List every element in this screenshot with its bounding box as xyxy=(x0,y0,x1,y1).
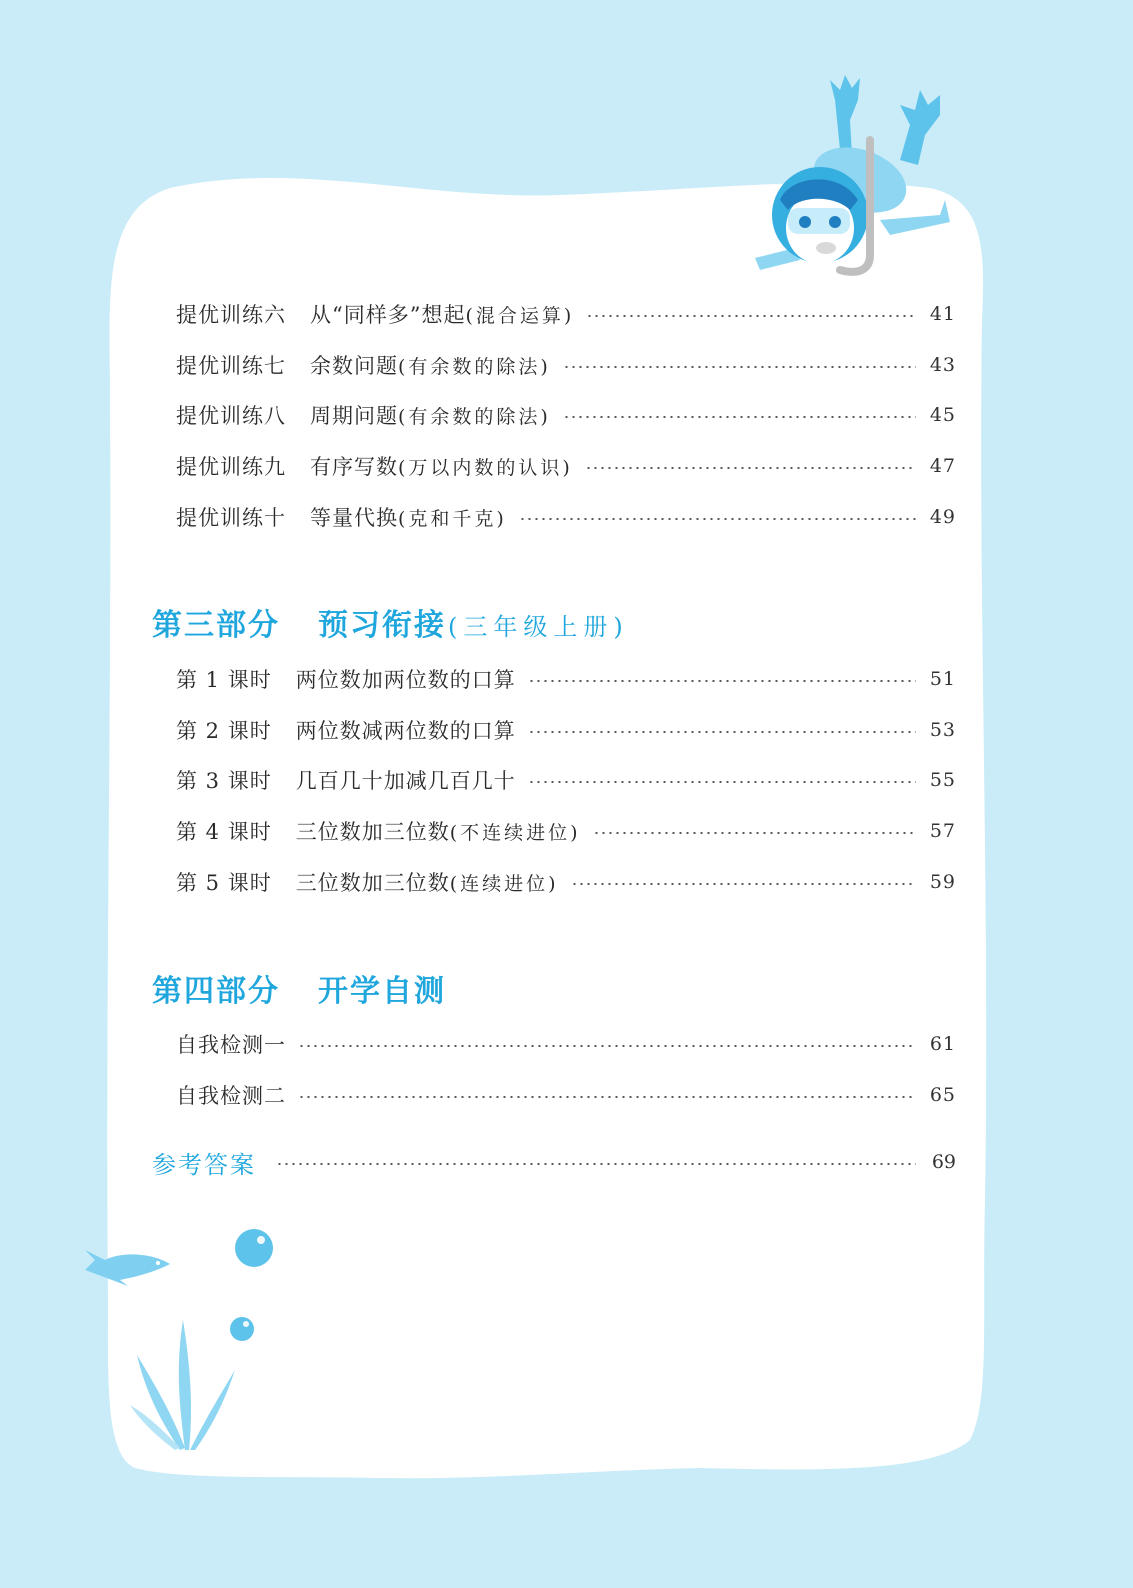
entry-label: 自我检测二 xyxy=(176,1084,286,1108)
answers-label: 参考答案 xyxy=(152,1150,256,1179)
entry-page-number: 59 xyxy=(929,871,956,893)
part4-heading xyxy=(152,966,446,1010)
entry-title: 余数问题 xyxy=(310,354,398,378)
entry-title: 有序写数 xyxy=(310,455,398,479)
entry-label: 自我检测一 xyxy=(176,1033,286,1057)
entry-title: 几百几十加减几百几十 xyxy=(295,769,516,793)
entry-subtitle: (有余数的除法) xyxy=(398,405,551,428)
leader-dots xyxy=(519,518,916,520)
part4-number: 第四部分 xyxy=(152,974,280,1009)
entry-subtitle: (有余数的除法) xyxy=(398,355,551,378)
toc-entry[interactable] xyxy=(176,296,956,332)
entry-page-number: 41 xyxy=(929,303,956,325)
bubble-icon xyxy=(232,1226,276,1270)
entry-label: 第 3 课时 xyxy=(176,769,272,793)
entry-subtitle: (克和千克) xyxy=(398,507,507,530)
leader-dots xyxy=(298,1045,916,1047)
entry-title: 两位数加两位数的口算 xyxy=(295,668,516,692)
leader-dots xyxy=(276,1163,916,1165)
toc-entry[interactable] xyxy=(176,1026,956,1062)
entry-title: 三位数加三位数 xyxy=(295,871,450,895)
leader-dots xyxy=(586,315,916,317)
entry-page-number: 43 xyxy=(929,354,956,376)
entry-label: 提优训练六 xyxy=(176,303,286,327)
entry-label: 提优训练七 xyxy=(176,354,286,378)
entry-subtitle: (不连续进位) xyxy=(449,821,581,844)
seaweed-icon xyxy=(125,1310,245,1455)
toc-entry[interactable] xyxy=(176,712,956,748)
entry-label: 第 1 课时 xyxy=(176,668,272,692)
entry-title: 等量代换 xyxy=(310,506,398,530)
entry-page-number: 57 xyxy=(929,820,956,842)
toc-entry[interactable] xyxy=(176,499,956,535)
toc-entry[interactable] xyxy=(176,1077,956,1113)
toc-entry[interactable] xyxy=(176,448,956,484)
toc-entry[interactable] xyxy=(176,397,956,433)
toc-entry[interactable] xyxy=(176,762,956,798)
part3-heading xyxy=(152,600,629,644)
entry-page-number: 61 xyxy=(929,1033,956,1055)
entry-title: 三位数加三位数 xyxy=(295,820,450,844)
toc-entry[interactable] xyxy=(176,661,956,697)
toc-entry[interactable] xyxy=(176,813,956,849)
leader-dots xyxy=(298,1096,916,1098)
leader-dots xyxy=(528,781,916,783)
entry-title: 周期问题 xyxy=(310,404,398,428)
toc-entry[interactable] xyxy=(176,347,956,383)
entry-page-number: 45 xyxy=(929,404,956,426)
entry-label: 提优训练十 xyxy=(176,506,286,530)
entry-page-number: 53 xyxy=(929,719,956,741)
toc-entry[interactable] xyxy=(176,864,956,900)
entry-label: 第 5 课时 xyxy=(176,871,272,895)
snorkel-diver-girl-icon xyxy=(740,60,990,290)
leader-dots xyxy=(563,416,916,418)
entry-subtitle: (混合运算) xyxy=(465,304,575,327)
entry-title: 两位数减两位数的口算 xyxy=(295,719,516,743)
leader-dots xyxy=(563,366,916,368)
entry-title: 从“同样多”想起 xyxy=(310,303,466,327)
toc-entry-answers[interactable] xyxy=(152,1144,956,1180)
leader-dots xyxy=(528,680,916,682)
leader-dots xyxy=(528,731,916,733)
entry-page-number: 65 xyxy=(929,1084,956,1106)
part3-subtitle: (三年级上册) xyxy=(448,613,629,641)
part4-name: 开学自测 xyxy=(318,974,446,1009)
entry-subtitle: (连续进位) xyxy=(449,872,559,895)
entry-page-number: 47 xyxy=(929,455,956,477)
part3-number: 第三部分 xyxy=(152,608,280,643)
entry-page-number: 55 xyxy=(929,769,956,791)
entry-subtitle: (万以内数的认识) xyxy=(398,456,573,479)
part3-name: 预习衔接 xyxy=(318,608,446,643)
entry-label: 提优训练八 xyxy=(176,404,286,428)
entry-page-number: 49 xyxy=(929,506,956,528)
answers-page-number: 69 xyxy=(931,1151,956,1173)
fish-icon xyxy=(80,1242,175,1287)
entry-label: 第 4 课时 xyxy=(176,820,272,844)
entry-page-number: 51 xyxy=(929,668,956,690)
leader-dots xyxy=(571,883,916,885)
leader-dots xyxy=(585,467,916,469)
leader-dots xyxy=(593,832,916,834)
entry-label: 提优训练九 xyxy=(176,455,286,479)
entry-label: 第 2 课时 xyxy=(176,719,272,743)
